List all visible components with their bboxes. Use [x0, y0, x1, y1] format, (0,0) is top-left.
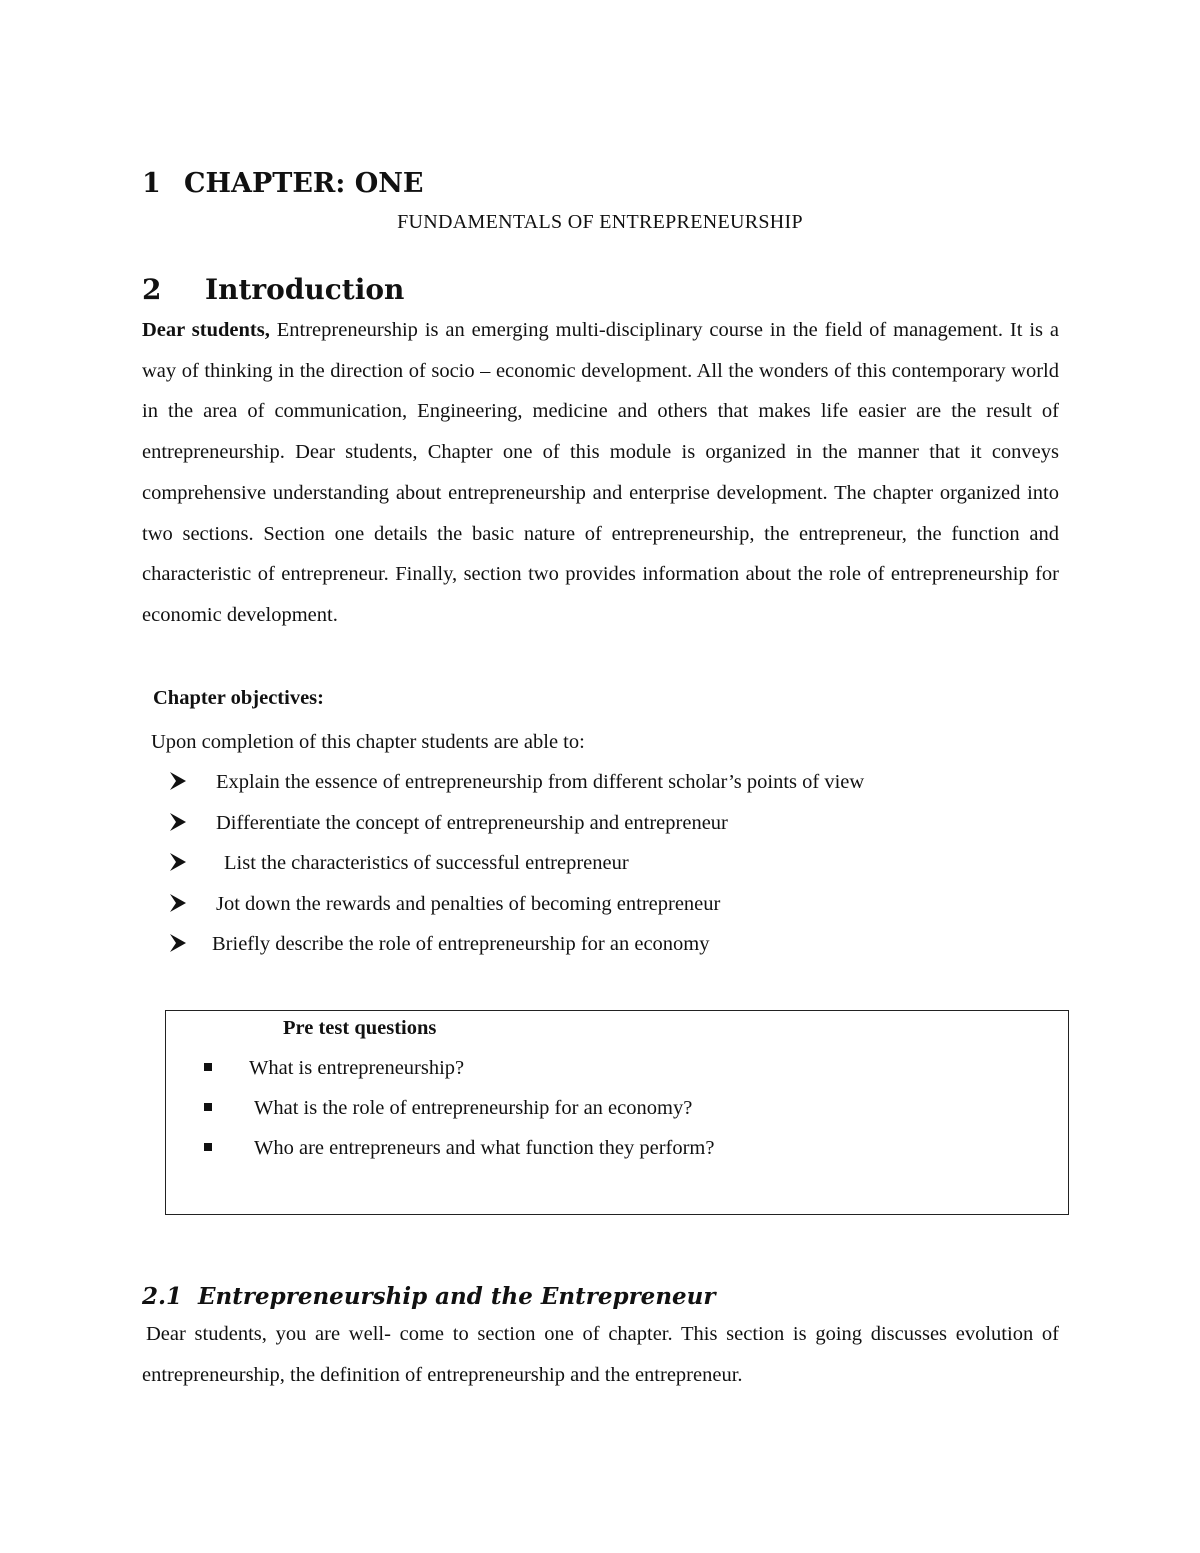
pretest-title: Pre test questions: [283, 1017, 437, 1039]
section-paragraph: Dear students, you are well- come to section one of chapter. This section is going discusses evolution of entrepreneurship, the definition of entrepreneurship and the entrepreneur.: [142, 1323, 1059, 1386]
pretest-question: What is entrepreneurship?: [249, 1057, 465, 1079]
objective-text: Briefly describe the role of entrepreneurship for an economy: [212, 933, 710, 955]
introduction-heading-text: Introduction: [205, 273, 405, 306]
objectives-lead: Upon completion of this chapter students are able to:: [151, 731, 585, 753]
introduction-lead: Dear students,: [142, 319, 270, 341]
arrow-bullet-icon: [168, 769, 188, 793]
chapter-title: FUNDAMENTALS OF ENTREPRENEURSHIP: [397, 211, 803, 233]
pretest-question: What is the role of entrepreneurship for an economy?: [254, 1097, 693, 1119]
objective-text: Jot down the rewards and penalties of becoming entrepreneur: [216, 892, 721, 915]
section-heading-text: Entrepreneurship and the Entrepreneur: [198, 1283, 716, 1310]
introduction-paragraph: [142, 310, 1059, 636]
square-bullet-icon: [204, 1063, 212, 1071]
objective-text: Differentiate the concept of entrepreneurship and entrepreneur: [216, 811, 728, 834]
chapter-number: 1: [142, 168, 161, 199]
introduction-number: 2: [142, 273, 162, 306]
square-bullet-icon: [204, 1103, 212, 1111]
objectives-title: Chapter objectives:: [153, 687, 324, 709]
square-bullet-icon: [204, 1143, 212, 1151]
objective-text: List the characteristics of successful entrepreneur: [224, 852, 629, 874]
pretest-box: [165, 1010, 1069, 1215]
objective-text: Explain the essence of entrepreneurship from different scholar’s points of view: [216, 771, 865, 793]
arrow-bullet-icon: [168, 810, 188, 834]
arrow-bullet-icon: [168, 891, 188, 915]
section-heading: [142, 1280, 716, 1314]
arrow-bullet-icon: [168, 931, 188, 955]
introduction-body: Entrepreneurship is an emerging multi-disciplinary course in the field of management. It is a way of thinking in the direction of socio – economic development. All the wonders of this contemporary world in the area of communication, Engineering, medicine and others that makes life easier are the result of entrepreneurship. Dear students, Chapter one of this module is organized in the manner that it conveys comprehensive understanding about entrepreneurship and enterprise development. The chapter organized into two sections. Section one details the basic nature of entrepreneurship, the entrepreneur, the function and characteristic of entrepreneur. Finally, section two provides information about the role of entrepreneurship for economic development.: [142, 319, 1060, 626]
arrow-bullet-icon: [168, 850, 188, 874]
introduction-heading: [142, 271, 404, 309]
chapter-heading: [142, 166, 424, 202]
chapter-heading-text: CHAPTER: ONE: [184, 168, 424, 199]
pretest-question: Who are entrepreneurs and what function they perform?: [254, 1137, 715, 1159]
section-number: 2.1: [142, 1283, 183, 1310]
